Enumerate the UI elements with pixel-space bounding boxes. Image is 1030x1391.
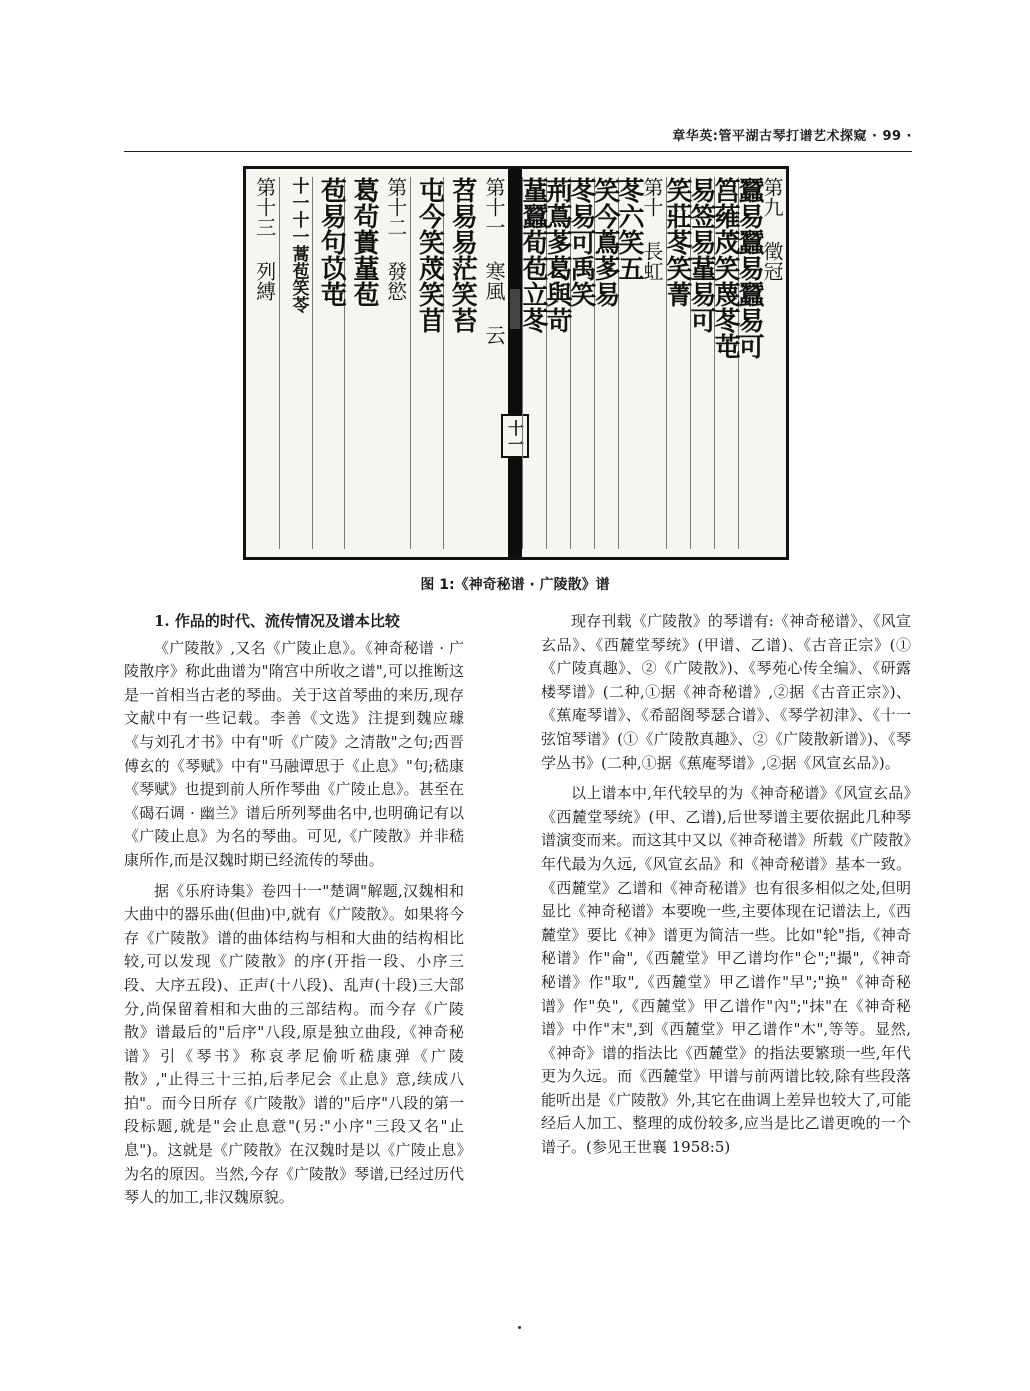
score-column: 苞易句苡芚 <box>312 177 346 549</box>
score-section-title: 第十二 發慾 <box>383 177 408 301</box>
score-column: 蠶易蠶易蠶易可 <box>738 177 763 549</box>
paragraph: 《广陵散》,又名《广陵止息》。《神奇秘谱 · 广陵散序》称此曲谱为"隋宫中所收之谱",可以推断这是一首相当古老的琴曲。关于这首琴曲的来历,现存文献中有一些记载。李善《文选》注提到魏应璩《与刘孔才书》中有"听《广陵》之清散"之句;西晋傅玄的《琴赋》中有"马融谭思于《止息》"句;嵇康《琴赋》也提到前人所作琴曲《广陵止息》。甚至在《碣石调 · 幽兰》谱后所列琴曲名中,也明确记有以《广陵止息》为名的琴曲。可见,《广陵散》并非嵇康所作,而是汉魏时期已经流传的琴曲。 <box>124 638 464 869</box>
header-rule <box>124 151 912 152</box>
score-left-page <box>246 169 508 557</box>
score-column: 荊蔦茤葛與苛 <box>546 177 571 549</box>
score-column: 笑今蔦茤易 <box>594 177 619 549</box>
score-figure <box>243 166 789 560</box>
left-text-column <box>124 610 464 1217</box>
score-section-title: 第十一 寒風 云 <box>482 177 506 345</box>
paragraph: 据《乐府诗集》卷四十一"楚调"解题,汉魏相和大曲中的器乐曲(但曲)中,就有《广陵散》。如果将今存《广陵散》谱的曲体结构与相和大曲的结构相比较,可以发现《广陵散》的序(开指一段、小序三段、大序五段)、正声(十八段)、乱声(十段)三大部分,尚保留着相和大曲的三部结构。而今存《广陵散》谱最后的"后序"八段,原是独立曲段,《神奇秘谱》引《琴书》称哀孝尼偷听嵇康弹《广陵散》,"止得三十三拍,后孝尼会《止息》意,续成八拍"。而今日所存《广陵散》谱的"后序"八段的第一段标题,就是"会止息意"(另:"小序"三段又名"止息")。这就是《广陵散》在汉魏时是以《广陵止息》为名的原因。当然,今存《广陵散》琴谱,已经过历代琴人的加工,非汉魏原貌。 <box>124 881 464 1207</box>
score-right-page <box>518 169 786 557</box>
spine-page-number: 十一 <box>501 414 529 458</box>
score-column: 十一十一蒿苞笑苓 <box>279 177 313 549</box>
score-column: 苕易易茫笑苔 <box>443 177 477 549</box>
score-column: 蓳蠶荀苞立苳 <box>522 177 547 549</box>
right-text-column <box>541 610 911 1167</box>
score-column: 葛茍蕢蓳苞 <box>344 177 378 549</box>
score-column: 苳易可禹笑 <box>570 177 595 549</box>
score-column: 苳六笑五 <box>618 177 643 549</box>
score-column: 笑莊苳笑菁 <box>666 177 691 549</box>
figure-caption: 图 1:《神奇秘谱 · 广陵散》谱 <box>420 577 610 593</box>
score-column: 筥䔨荗笑蔑苳芚 <box>714 177 739 549</box>
score-column: 易签易蓳易可 <box>690 177 715 549</box>
score-section-title: 第十三 列縛 <box>252 177 277 301</box>
paragraph: 现存刊载《广陵散》的琴谱有:《神奇秘谱》、《风宣玄品》、《西麓堂琴统》(甲谱、乙谱)、《古音正宗》(①《广陵真趣》、②《广陵散》)、《琴苑心传全编》、《研露楼琴谱》(二种,①据《神奇秘谱》,②据《古音正宗》)、《蕉庵琴谱》、《希韶阁琴瑟合谱》、《琴学初津》、《十一弦馆琴谱》(①《广陵散真趣》、②《广陵散新谱》)、《琴学丛书》(二种,①据《蕉庵琴谱》,②据《风宣玄品》)。 <box>541 612 911 772</box>
score-section-title: 第九 徵冠 <box>760 177 784 281</box>
section-heading: 1. 作品的时代、流传情况及谱本比较 <box>154 612 400 630</box>
running-head: 章华英:管平湖古琴打谱艺术探窥 · 99 · <box>672 129 912 144</box>
paragraph: 以上谱本中,年代较早的为《神奇秘谱》《风宣玄品》《西麓堂琴统》(甲、乙谱),后世琴谱主要依据此几种琴谱演变而来。而这其中又以《神奇秘谱》所载《广陵散》年代最为久远,《风宣玄品》和《神奇秘谱》基本一致。《西麓堂》乙谱和《神奇秘谱》也有很多相似之处,但明显比《神奇秘谱》本要晚一些,主要体现在记谱法上,《西麓堂》要比《神》谱更为简洁一些。比如"轮"指,《神奇秘谱》作"侖",《西麓堂》甲乙谱均作"仑";"撮",《神奇秘谱》作"取",《西麓堂》甲乙谱作"早";"换"《神奇秘谱》作"奂",《西麓堂》甲乙谱作"內";"抹"在《神奇秘谱》中作"末",到《西麓堂》甲乙谱作"木",等等。显然,《神奇》谱的指法比《西麓堂》的指法要繁琐一些,年代更为久远。而《西麓堂》甲谱与前两谱比较,除有些段落能听出是《广陵散》外,其它在曲调上差异也较大了,可能经后人加工、整理的成份较多,应当是比乙谱更晚的一个谱子。(参见王世襄 1958:5) <box>541 784 911 1157</box>
page-mark <box>518 1326 521 1329</box>
score-column: 屯今笑荗笑苜 <box>410 177 444 549</box>
score-section-title: 第十 長虹 <box>640 177 664 281</box>
